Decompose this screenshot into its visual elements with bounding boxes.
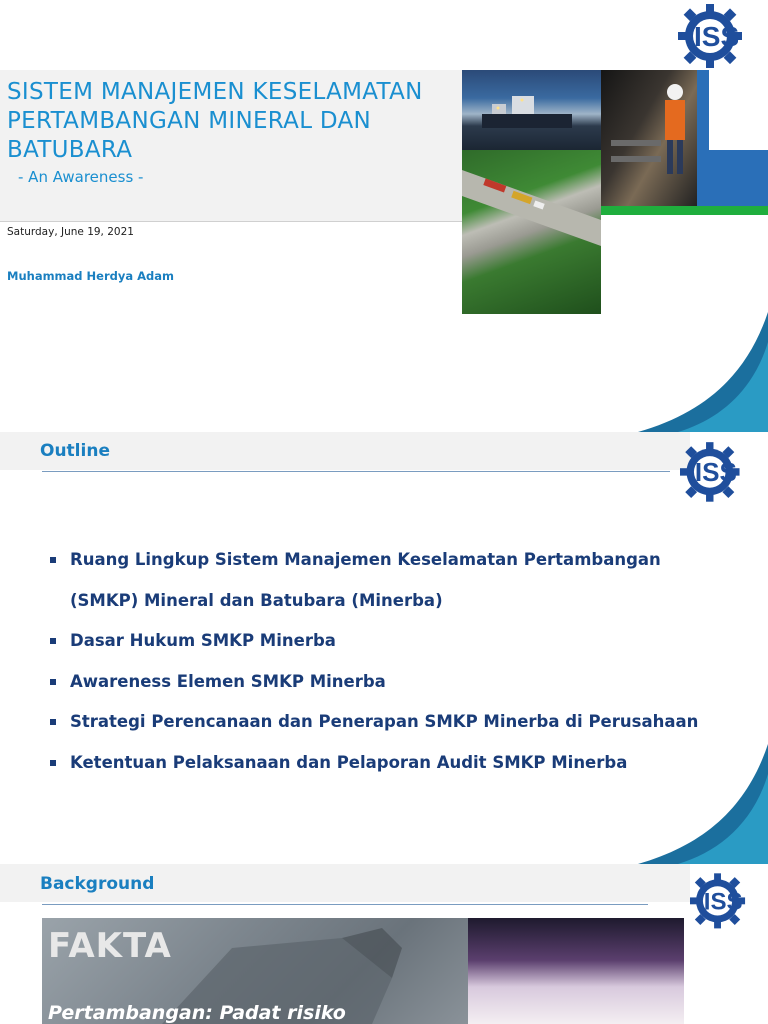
- svg-text:ISS: ISS: [694, 457, 737, 488]
- svg-text:ISS: ISS: [694, 21, 740, 52]
- ship-port-photo: [462, 70, 601, 150]
- fakta-heading: FAKTA: [48, 926, 172, 966]
- outline-item-continuation: (SMKP) Mineral dan Batubara (Minerba): [70, 590, 443, 610]
- outline-item: Ruang Lingkup Sistem Manajemen Keselamatan Pertambangan: [50, 540, 730, 581]
- iss-logo: [690, 868, 764, 932]
- section-divider: [42, 904, 648, 905]
- section-title: Background: [40, 874, 155, 894]
- bullet-square-icon: [50, 557, 56, 563]
- blue-accent-block: [697, 70, 768, 206]
- green-accent-bar: [601, 206, 768, 215]
- bullet-square-icon: [50, 719, 56, 725]
- slide-title: [0, 0, 768, 432]
- presentation-date: Saturday, June 19, 2021: [7, 226, 134, 238]
- section-title: Outline: [40, 441, 110, 461]
- bullet-square-icon: [50, 760, 56, 766]
- bullet-square-icon: [50, 638, 56, 644]
- dust-cloud-photo: [468, 918, 684, 1024]
- outline-item: Strategi Perencanaan dan Penerapan SMKP Minerba di Perusahaan: [50, 702, 730, 743]
- corner-swoosh: [598, 744, 768, 864]
- outline-item: Ketentuan Pelaksanaan dan Pelaporan Audit SMKP Minerba: [50, 743, 730, 784]
- outline-item: Awareness Elemen SMKP Minerba: [50, 662, 730, 703]
- corner-swoosh: [598, 312, 768, 432]
- svg-text:ISS: ISS: [703, 888, 743, 916]
- presentation-subtitle: - An Awareness -: [18, 168, 144, 186]
- presentation-author: Muhammad Herdya Adam: [7, 269, 175, 283]
- haul-road-photo: [462, 150, 601, 314]
- outline-item: Dasar Hukum SMKP Minerba: [50, 621, 730, 662]
- presentation-title: SISTEM MANAJEMEN KESELAMATAN PERTAMBANGAN MINERAL DAN BATUBARA: [7, 79, 423, 163]
- worker-photo: [601, 70, 697, 206]
- iss-logo: [680, 436, 760, 506]
- section-divider: [42, 471, 670, 472]
- slide-background: [0, 864, 768, 1024]
- bullet-square-icon: [50, 679, 56, 685]
- iss-logo: [678, 0, 764, 70]
- fakta-subheading: Pertambangan: Padat risiko: [48, 1002, 346, 1024]
- slide-outline: [0, 432, 768, 864]
